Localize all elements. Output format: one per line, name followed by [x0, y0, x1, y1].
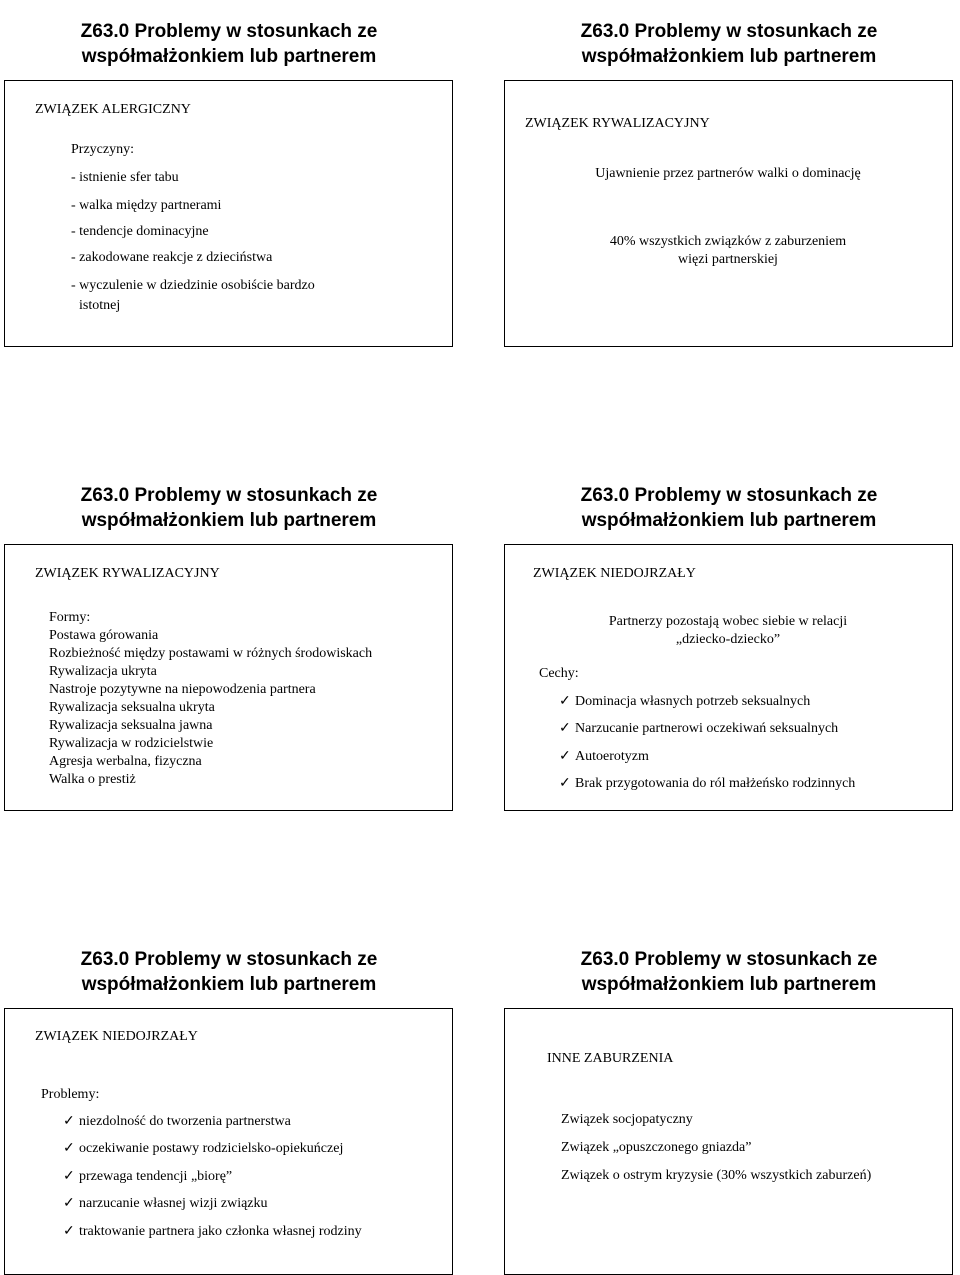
- list-item: Agresja werbalna, fizyczna: [49, 754, 202, 769]
- list-item: Rywalizacja seksualna jawna: [49, 718, 213, 733]
- list-item: - istnienie sfer tabu: [71, 170, 179, 185]
- check-icon: ✓: [63, 1114, 75, 1129]
- slide-heading: INNE ZABURZENIA: [547, 1051, 674, 1066]
- slide-title: [2, 8, 456, 80]
- list-item: Rywalizacja ukryta: [49, 664, 157, 679]
- slide-title-line-1: Z63.0 Problemy w stosunkach ze: [580, 949, 878, 970]
- slide-title-line-1: Z63.0 Problemy w stosunkach ze: [80, 21, 378, 42]
- causes-label: Przyczyny:: [71, 142, 134, 157]
- slide-4: [502, 472, 956, 806]
- list-item: Związek o ostrym kryzysie (30% wszystkich zaburzeń): [561, 1168, 872, 1183]
- slide-title-line-2: współmałżonkiem lub partnerem: [581, 974, 877, 995]
- list-item: - zakodowane reakcje z dzieciństwa: [71, 250, 273, 265]
- list-item: istotnej: [79, 298, 121, 313]
- list-item: Nastroje pozytywne na niepowodzenia partnera: [49, 682, 316, 697]
- slide-heading: ZWIĄZEK NIEDOJRZAŁY: [533, 566, 696, 581]
- check-icon: ✓: [559, 749, 571, 764]
- list-item: - tendencje dominacyjne: [71, 224, 209, 239]
- slide-title: [2, 936, 456, 1008]
- slide-title-line-1: Z63.0 Problemy w stosunkach ze: [80, 485, 378, 506]
- slide-title-line-2: współmałżonkiem lub partnerem: [81, 46, 377, 67]
- list-item: [63, 1168, 232, 1186]
- features-label: Cechy:: [539, 666, 579, 681]
- list-item: - walka między partnerami: [71, 198, 222, 213]
- check-icon: ✓: [559, 694, 571, 709]
- slide-title-line-1: Z63.0 Problemy w stosunkach ze: [580, 21, 878, 42]
- list-item: [63, 1140, 343, 1158]
- problems-label: Problemy:: [41, 1087, 100, 1102]
- check-icon: ✓: [63, 1141, 75, 1156]
- slide-3: [2, 472, 456, 806]
- check-icon: ✓: [63, 1169, 75, 1184]
- list-item: - wyczulenie w dziedzinie osobiście bardzo: [71, 278, 315, 293]
- list-item: Związek „opuszczonego gniazda”: [561, 1140, 752, 1155]
- slide-frame: [504, 1008, 953, 1275]
- list-item-text: Narzucanie partnerowi oczekiwań seksualnych: [575, 721, 839, 736]
- check-icon: ✓: [559, 776, 571, 791]
- list-item-text: narzucanie własnej wizji związku: [79, 1196, 268, 1211]
- list-item: [559, 748, 649, 766]
- slide-heading: ZWIĄZEK ALERGICZNY: [35, 102, 191, 117]
- list-item-text: traktowanie partnera jako członka własnej rodziny: [79, 1224, 362, 1239]
- slide-title: [502, 472, 956, 544]
- statistic-line: 40% wszystkich związków z zaburzeniem: [609, 234, 847, 249]
- slide-frame: [4, 544, 453, 811]
- list-item: Rywalizacja seksualna ukryta: [49, 700, 215, 715]
- description-line: Partnerzy pozostają wobec siebie w relacji: [608, 614, 848, 629]
- description-line: „dziecko-dziecko”: [675, 632, 781, 647]
- list-item: [559, 693, 810, 711]
- slide-heading: ZWIĄZEK NIEDOJRZAŁY: [35, 1029, 198, 1044]
- slide-5: [2, 936, 456, 1270]
- slide-title: [2, 472, 456, 544]
- list-item: Związek socjopatyczny: [561, 1112, 693, 1127]
- slide-2: [502, 8, 956, 342]
- list-item: Rywalizacja w rodzicielstwie: [49, 736, 214, 751]
- list-item: Walka o prestiż: [49, 772, 136, 787]
- check-icon: ✓: [559, 721, 571, 736]
- slide-title-line-1: Z63.0 Problemy w stosunkach ze: [80, 949, 378, 970]
- slide-frame: [4, 1008, 453, 1275]
- forms-label: Formy:: [49, 610, 91, 625]
- list-item: [63, 1195, 268, 1213]
- list-item-text: Autoerotyzm: [575, 749, 649, 764]
- check-icon: ✓: [63, 1224, 75, 1239]
- list-item: Postawa górowania: [49, 628, 159, 643]
- list-item: [559, 720, 838, 738]
- slide-title-line-2: współmałżonkiem lub partnerem: [81, 974, 377, 995]
- slide-title-line-1: Z63.0 Problemy w stosunkach ze: [580, 485, 878, 506]
- list-item-text: oczekiwanie postawy rodzicielsko-opiekuńczej: [79, 1141, 344, 1156]
- description-line: Ujawnienie przez partnerów walki o dominację: [595, 166, 861, 181]
- slide-heading: ZWIĄZEK RYWALIZACYJNY: [525, 116, 710, 131]
- list-item-text: Brak przygotowania do ról małżeńsko rodzinnych: [575, 776, 856, 791]
- list-item: [63, 1113, 291, 1131]
- check-icon: ✓: [63, 1196, 75, 1211]
- slide-title-line-2: współmałżonkiem lub partnerem: [581, 510, 877, 531]
- list-item: Rozbieżność między postawami w różnych środowiskach: [49, 646, 373, 661]
- slide-6: [502, 936, 956, 1270]
- list-item-text: Dominacja własnych potrzeb seksualnych: [575, 694, 811, 709]
- slide-frame: [504, 80, 953, 347]
- slide-title: [502, 8, 956, 80]
- slide-title: [502, 936, 956, 1008]
- slide-frame: [4, 80, 453, 347]
- slide-title-line-2: współmałżonkiem lub partnerem: [581, 46, 877, 67]
- slide-1: [2, 8, 456, 342]
- list-item-text: przewaga tendencji „biorę”: [79, 1169, 233, 1184]
- statistic-line: więzi partnerskiej: [678, 252, 778, 267]
- list-item: [559, 775, 855, 793]
- list-item: [63, 1223, 362, 1241]
- list-item-text: niezdolność do tworzenia partnerstwa: [79, 1114, 291, 1129]
- slide-heading: ZWIĄZEK RYWALIZACYJNY: [35, 566, 220, 581]
- slide-frame: [504, 544, 953, 811]
- slide-title-line-2: współmałżonkiem lub partnerem: [81, 510, 377, 531]
